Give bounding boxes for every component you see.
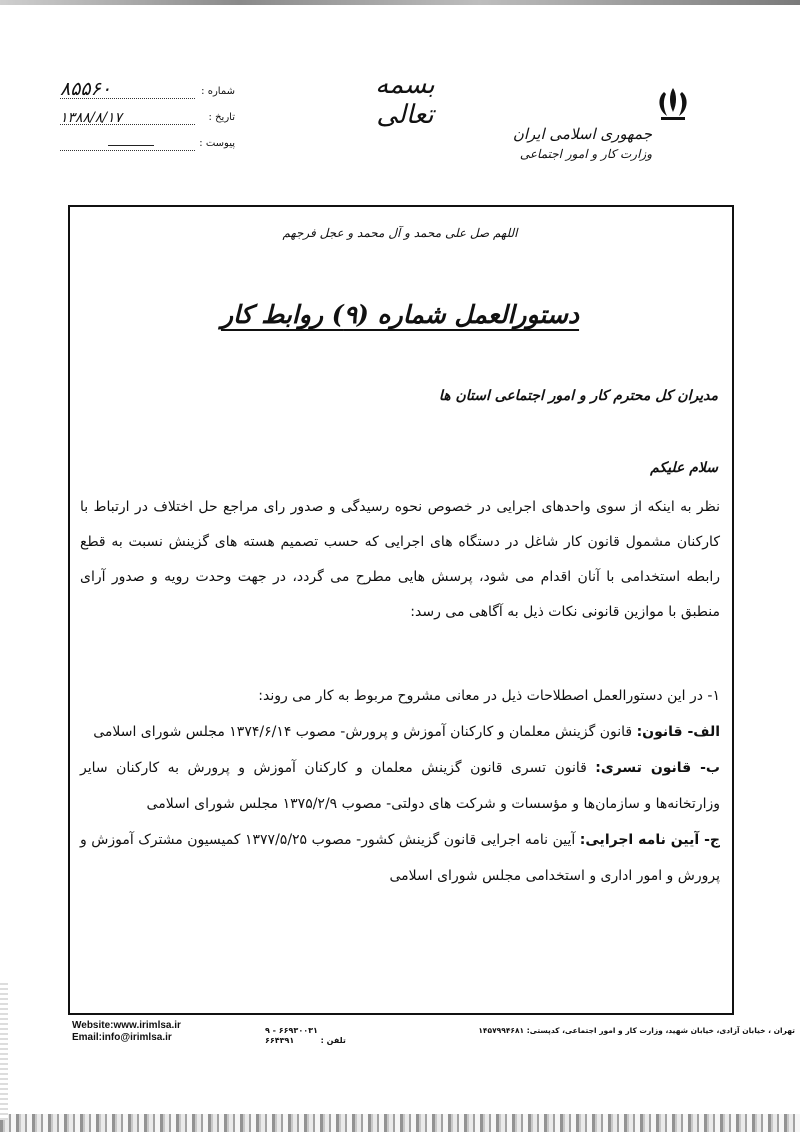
footer-contact-web	[72, 1020, 181, 1044]
addressee: مدیران کل محترم کار و امور اجتماعی استان ها	[438, 388, 718, 404]
org-country: جمهوری اسلامی ایران	[512, 125, 652, 143]
org-ministry: وزارت کار و امور اجتماعی	[519, 147, 652, 161]
organization-name	[513, 124, 652, 164]
item-1: ۱- در این دستورالعمل اصطلاحات ذیل در معانی مشروح مربوط به کار می روند:	[258, 688, 720, 704]
greeting: سلام علیکم	[650, 460, 718, 476]
letter-footer	[70, 1020, 795, 1054]
definition-c-text: آیین نامه اجرایی قانون گزینش کشور- مصوب ۱۳۷۷/۵/۲۵ کمیسیون مشترک آموزش و پرورش و امور اداری و استخدامی مجلس شورای اسلامی	[80, 832, 720, 884]
body-paragraph	[80, 490, 720, 630]
footer-website[interactable]: Website:www.irimlsa.ir	[72, 1020, 181, 1031]
footer-email[interactable]: Email:info@irimlsa.ir	[72, 1032, 172, 1043]
definitions-section	[80, 678, 720, 894]
attachment-dash	[108, 145, 154, 146]
attachment-label: پیوست :	[199, 138, 235, 149]
definition-b-term: ب- قانون تسری:	[595, 760, 720, 776]
definition-a	[80, 714, 720, 750]
footer-phone-2: ۶۶۴۳۹۱	[265, 1036, 295, 1045]
date-row	[60, 106, 235, 132]
definition-a-text: قانون گزینش معلمان و کارکنان آموزش و پرورش- مصوب ۱۳۷۴/۶/۱۴ مجلس شورای اسلامی	[93, 724, 637, 740]
definition-b-text: قانون تسری قانون گزینش معلمان و کارکنان آموزش و پرورش به کارکنان سایر وزارتخانه‌ها و سازمان‌ها و مؤسسات و شرکت های دولتی- مصوب ۱۳۷۵/۲/۹ مجلس شورای اسلامی	[80, 760, 720, 812]
footer-phone	[265, 1026, 346, 1046]
date-label: تاریخ :	[208, 112, 235, 123]
scan-edge-left	[0, 980, 8, 1120]
attachment-line	[60, 150, 195, 151]
footer-phone-numbers	[265, 1026, 318, 1046]
basmala: بسمه تعالی	[375, 70, 435, 130]
attachment-row	[60, 132, 235, 158]
definition-c-term: ج- آیین نامه اجرایی:	[579, 832, 720, 848]
definition-b	[80, 750, 720, 822]
footer-phone-label: تلفن :	[320, 1036, 346, 1045]
definition-a-term: الف- قانون:	[636, 724, 720, 740]
salawat: اللهم صل علی محمد و آل محمد و عجل فرجهم	[282, 226, 518, 240]
footer-address: تهران ، خیابان آزادی، خیابان شهید، وزارت کار و امور اجتماعی، کدپستی: ۱۴۵۷۹۹۴۶۸۱	[478, 1026, 795, 1035]
intro-paragraph: نظر به اینکه از سوی واحدهای اجرایی در خصوص نحوه رسیدگی و صدور رای مراجع حل اختلاف در ارتباط با کارکنان مشمول قانون کار شاغل در دستگاه های اجرایی که حسب تصمیم هسته های گزینش نسبت به قطع رابطه استخدامی با آنان اقدام می شود، پرسش هایی مطرح می گردد، در جهت وحدت رویه و صدور آرای منطبق با موازین قانونی نکات ذیل به آگاهی می رسد:	[80, 499, 720, 620]
definition-c	[80, 822, 720, 894]
scan-edge-top	[0, 0, 800, 5]
letter-meta	[60, 80, 235, 158]
number-row	[60, 80, 235, 106]
footer-phone-1: ۶۶۹۳۰۰۳۱ - ۹	[265, 1026, 318, 1035]
number-label: شماره :	[201, 86, 235, 97]
number-value: ۸۵۵۶۰	[60, 78, 112, 100]
letter-title: دستورالعمل شماره (۹) روابط کار	[220, 300, 580, 329]
iran-emblem-icon	[653, 86, 693, 122]
scan-edge-bottom	[0, 1114, 800, 1132]
date-value: ۱۳۸۸/۸/۱۷	[60, 110, 123, 126]
